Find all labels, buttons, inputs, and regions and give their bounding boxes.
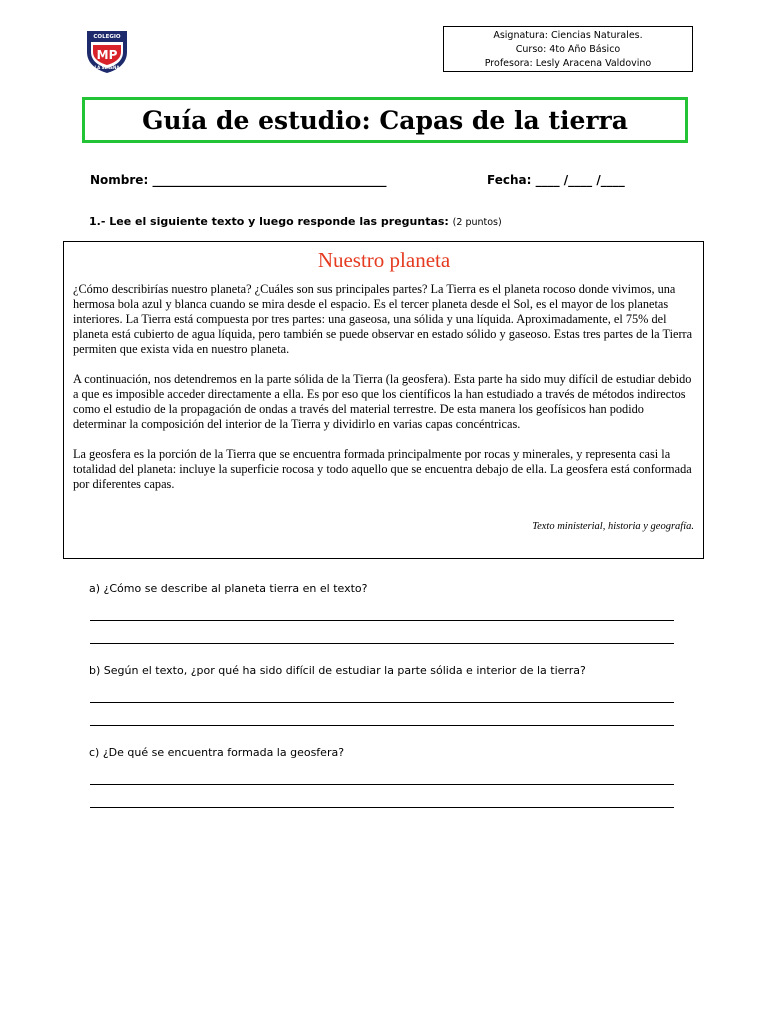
svg-text:COLEGIO: COLEGIO (93, 34, 121, 40)
course-text: Curso: 4to Año Básico (515, 44, 621, 55)
name-field[interactable] (90, 173, 386, 187)
date-field[interactable] (487, 173, 625, 187)
course-info-box (443, 26, 693, 72)
name-label: Nombre: (90, 173, 149, 187)
instruction-points: (2 puntos) (452, 217, 502, 228)
instruction (89, 215, 502, 228)
date-label: Fecha: (487, 173, 532, 187)
instruction-text: 1.- Lee el siguiente texto y luego responde las preguntas: (89, 215, 449, 228)
answer-line[interactable] (90, 620, 674, 621)
subject-text: Asignatura: Ciencias Naturales. (493, 30, 643, 41)
name-blank[interactable]: _______________________________________ (152, 173, 387, 187)
reading-paragraph-2: A continuación, nos detendremos en la parte sólida de la Tierra (la geosfera). Esta parte ha sido muy difícil de estudiar debido a que es imposible acceder directamente a ella. Es por eso que los científicos la han estudiado a través de métodos indirectos como el estudio de la propagación de ondas a través del material terrestre. De esta manera los geofísicos han podido determinar la composición del interior de la Tierra y dividirlo en varias capas concéntricas. (73, 372, 692, 431)
reading-box (63, 241, 704, 559)
answer-line[interactable] (90, 725, 674, 726)
title-box (82, 97, 688, 143)
answer-line[interactable] (90, 643, 674, 644)
reading-title: Nuestro planeta (317, 248, 451, 272)
question-a: a) ¿Cómo se describe al planeta tierra en el texto? (89, 582, 368, 595)
svg-text:LA SERENA: LA SERENA (94, 65, 120, 70)
teacher-text: Profesora: Lesly Aracena Valdovino (484, 58, 652, 69)
reading-paragraph-3: La geosfera es la porción de la Tierra que se encuentra formada principalmente por rocas y minerales, y representa casi la totalidad del planeta: incluye la superficie rocosa y todo aquello que se encuentra debajo de ella. La geosfera está conformada por diferentes capas. (73, 447, 692, 491)
page-title: Guía de estudio: Capas de la tierra (142, 105, 628, 135)
reading-source: Texto ministerial, historia y geografía. (532, 521, 694, 532)
question-b: b) Según el texto, ¿por qué ha sido difícil de estudiar la parte sólida e interior de la tierra? (89, 664, 586, 677)
answer-line[interactable] (90, 807, 674, 808)
school-crest-logo (84, 28, 130, 74)
date-blank[interactable]: ____ /____ /____ (535, 173, 625, 187)
reading-paragraph-1: ¿Cómo describirías nuestro planeta? ¿Cuáles son sus principales partes? La Tierra es el planeta rocoso donde vivimos, una hermosa bola azul y blanca cuando se mira desde el espacio. Es el tercer planeta desde el Sol, es el mayor de los planetas interiores. La Tierra está compuesta por tres partes: una gaseosa, una sólida y una líquida. Aproximadamente, el 75% del planeta está cubierto de agua líquida, pero también se puede observar en estado sólido y gaseoso. Estas tres partes de la Tierra permiten que exista vida en nuestro planeta. (73, 282, 693, 356)
question-c: c) ¿De qué se encuentra formada la geosfera? (89, 746, 345, 759)
answer-line[interactable] (90, 702, 674, 703)
answer-line[interactable] (90, 784, 674, 785)
svg-text:MP: MP (96, 48, 118, 62)
